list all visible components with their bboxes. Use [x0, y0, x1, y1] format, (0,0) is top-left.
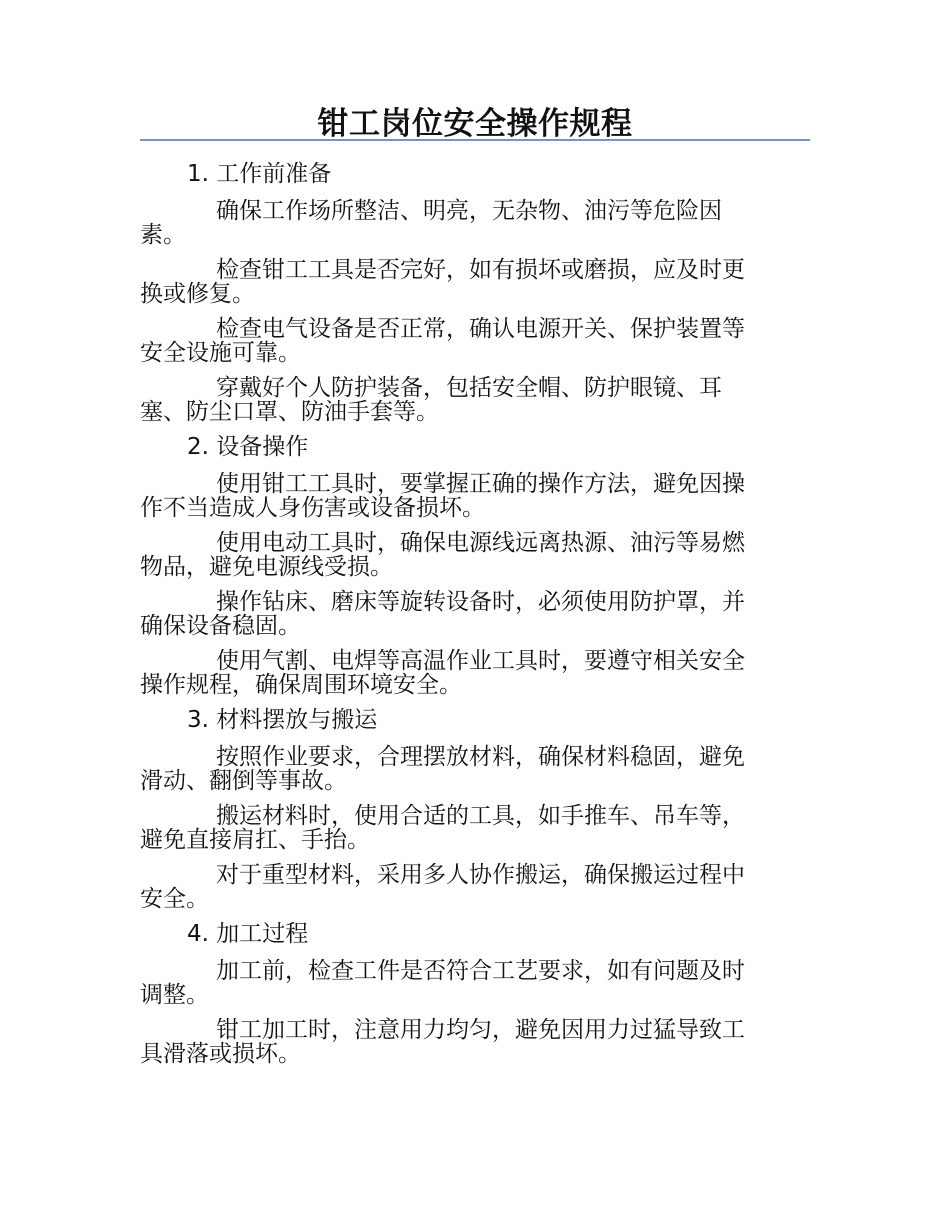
paragraph-line: 塞、防尘口罩、防油手套等。 — [140, 399, 439, 425]
paragraph — [140, 1016, 795, 1066]
paragraph — [140, 957, 795, 1007]
paragraph-line: 滑动、翻倒等事故。 — [140, 768, 347, 794]
paragraph-line: 物品，避免电源线受损。 — [140, 554, 393, 580]
paragraph-line: 确保工作场所整洁、明亮，无杂物、油污等危险因 — [216, 198, 722, 224]
paragraph-line: 操作规程，确保周围环境安全。 — [140, 672, 462, 698]
paragraph-line: 安全。 — [140, 886, 209, 912]
paragraph-line: 加工前，检查工件是否符合工艺要求，如有问题及时 — [216, 958, 745, 984]
paragraph — [140, 588, 795, 638]
paragraph-line: 操作钻床、磨床等旋转设备时，必须使用防护罩，并 — [216, 589, 745, 615]
paragraph-line: 作不当造成人身伤害或设备损坏。 — [140, 495, 485, 521]
paragraph — [140, 315, 795, 365]
paragraph — [140, 374, 795, 424]
section-heading-1: 1. 工作前准备 — [187, 161, 332, 187]
paragraph — [140, 647, 795, 697]
paragraph-line: 确保设备稳固。 — [140, 613, 301, 639]
document-title: 钳工岗位安全操作规程 — [317, 106, 633, 142]
paragraph-line: 具滑落或损坏。 — [140, 1041, 301, 1067]
section-heading-3: 3. 材料摆放与搬运 — [187, 707, 378, 733]
paragraph-line: 使用钳工工具时，要掌握正确的操作方法，避免因操 — [216, 471, 745, 497]
paragraph-line: 避免直接肩扛、手抬。 — [140, 827, 370, 853]
paragraph-line: 钳工加工时，注意用力均匀，避免因用力过猛导致工 — [216, 1017, 745, 1043]
paragraph-line: 穿戴好个人防护装备，包括安全帽、防护眼镜、耳 — [216, 375, 722, 401]
paragraph — [140, 802, 795, 852]
paragraph — [140, 529, 795, 579]
paragraph-line: 使用电动工具时，确保电源线远离热源、油污等易燃 — [216, 530, 745, 556]
paragraph — [140, 470, 795, 520]
paragraph-line: 搬运材料时，使用合适的工具，如手推车、吊车等， — [216, 803, 745, 829]
paragraph-line: 调整。 — [140, 982, 209, 1008]
paragraph-line: 检查电气设备是否正常，确认电源开关、保护装置等 — [216, 316, 745, 342]
paragraph — [140, 197, 795, 247]
paragraph-line: 素。 — [140, 222, 186, 248]
paragraph-line: 按照作业要求，合理摆放材料，确保材料稳固，避免 — [216, 744, 745, 770]
paragraph-line: 检查钳工工具是否完好，如有损坏或磨损，应及时更 — [216, 257, 745, 283]
section-heading-2: 2. 设备操作 — [187, 434, 309, 460]
title-underline — [140, 139, 810, 141]
section-heading-4: 4. 加工过程 — [187, 921, 309, 947]
paragraph-line: 换或修复。 — [140, 281, 255, 307]
paragraph-line: 安全设施可靠。 — [140, 340, 301, 366]
paragraph-line: 使用气割、电焊等高温作业工具时，要遵守相关安全 — [216, 648, 745, 674]
paragraph-line: 对于重型材料，采用多人协作搬运，确保搬运过程中 — [216, 862, 745, 888]
paragraph — [140, 861, 795, 911]
paragraph — [140, 256, 795, 306]
paragraph — [140, 743, 795, 793]
